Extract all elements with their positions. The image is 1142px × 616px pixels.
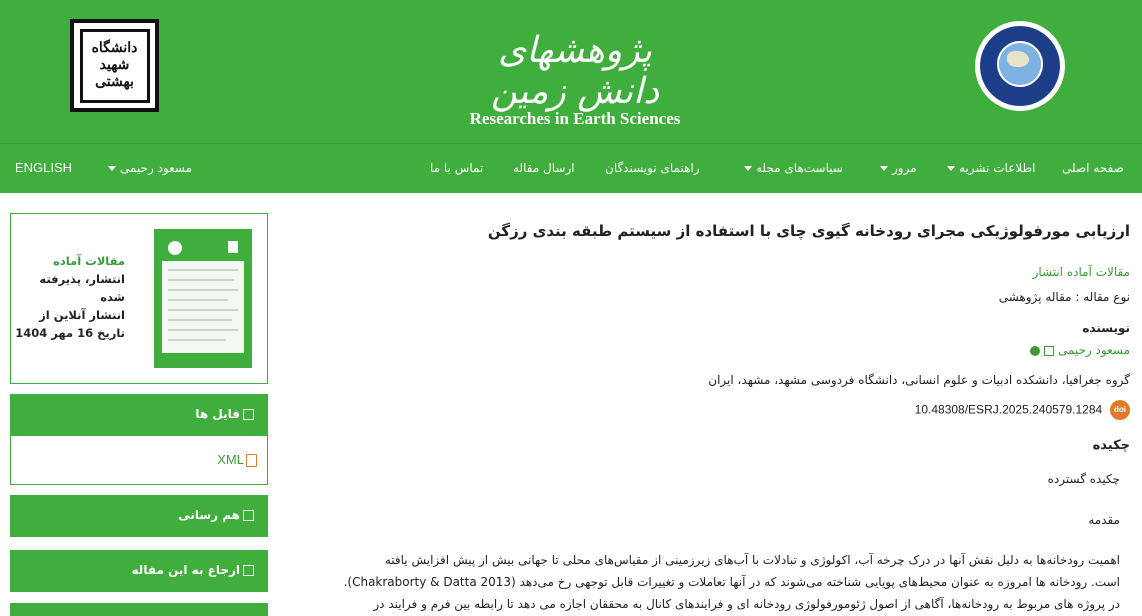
doi-link[interactable]: 10.48308/ESRJ.2025.240579.1284 bbox=[914, 402, 1103, 417]
journal-seal-icon[interactable] bbox=[975, 21, 1065, 111]
abstract-paragraph-line: اهمیت رودخانه‌ها به دلیل نقش آنها در درک چرخه آب، اکولوژی و تبادلات با آب‌های زیرزمینی از مقیاس‌های محلی تا جهانی بیش از پیش افزایش یافته bbox=[384, 553, 1120, 567]
author-label: نویسنده bbox=[1082, 321, 1130, 335]
files-box-header[interactable] bbox=[10, 394, 268, 436]
nav-user-label: مسعود رحیمی bbox=[120, 161, 193, 175]
nav-author-guide[interactable]: راهنمای نویسندگان bbox=[605, 161, 700, 175]
share-icon bbox=[243, 510, 254, 521]
abstract-paragraph-line: در پروژه های مربوط به رودخانه‌ها، آگاهی از اصول ژئومورفولوژی رودخانه ای و فرایندهای کانال به محققان اجازه می دهد تا رابطه بین فرم و فرایند در bbox=[373, 597, 1120, 611]
issue-status-title[interactable]: مقالات آماده bbox=[53, 254, 125, 268]
author-row bbox=[1030, 343, 1130, 357]
files-box-body bbox=[10, 435, 268, 485]
author-name[interactable]: مسعود رحیمی bbox=[1057, 343, 1130, 357]
file-icon bbox=[243, 409, 254, 420]
abstract-paragraph-line: است. رودخانه ها امروزه به عنوان محیط‌های پویایی شناخته می‌شوند که در آنها تعاملات و تغییرات قابل توجهی رخ می‌دهد (Chakraborty & Datta 2013). bbox=[343, 575, 1120, 589]
issue-status bbox=[15, 252, 125, 342]
cite-box-header[interactable] bbox=[10, 550, 268, 592]
doi-icon: doi bbox=[1110, 400, 1130, 420]
xml-download-link[interactable] bbox=[217, 452, 257, 467]
nav-submit[interactable]: ارسال مقاله bbox=[513, 161, 575, 175]
university-logo-line: بهشتی bbox=[95, 74, 134, 90]
site-header bbox=[0, 0, 1142, 143]
share-box-header[interactable] bbox=[10, 495, 268, 537]
university-logo-line: شهید bbox=[99, 57, 130, 73]
chevron-down-icon bbox=[880, 166, 888, 171]
author-affiliation: گروه جغرافیا، دانشکده ادبیات و علوم انسانی، دانشگاه فردوسی مشهد، مشهد، ایران bbox=[708, 373, 1130, 387]
issue-status-line: تاریخ 16 مهر 1404 bbox=[15, 326, 125, 340]
nav-policies-label: سیاست‌های مجله bbox=[756, 161, 843, 175]
journal-title-fa[interactable]: پژوهشهای دانش زمین bbox=[490, 30, 660, 112]
nav-info[interactable] bbox=[943, 161, 1035, 175]
cite-title: ارجاع به این مقاله bbox=[131, 563, 240, 577]
nav-policies[interactable] bbox=[740, 161, 843, 175]
nav-info-label: اطلاعات نشریه bbox=[959, 161, 1036, 175]
xml-label: XML bbox=[217, 452, 244, 467]
share-title: هم رسانی bbox=[178, 508, 240, 522]
email-icon[interactable] bbox=[1044, 346, 1054, 356]
nav-user-menu[interactable] bbox=[104, 161, 192, 175]
files-title: فایل ها bbox=[195, 407, 240, 421]
journal-cover-image[interactable] bbox=[154, 229, 252, 368]
journal-title-en[interactable]: Researches in Earth Sciences bbox=[469, 109, 681, 128]
article-type: نوع مقاله : مقاله پژوهشی bbox=[998, 290, 1130, 304]
abstract-subtitle: چکیده گسترده bbox=[1047, 472, 1120, 486]
issue-link[interactable]: مقالات آماده انتشار bbox=[1032, 265, 1130, 279]
xml-file-icon bbox=[246, 454, 257, 467]
issue-status-line: شده bbox=[100, 290, 125, 304]
nav-contact[interactable]: تماس با ما bbox=[430, 161, 484, 175]
issue-cover-panel bbox=[10, 213, 268, 384]
language-switch[interactable]: ENGLISH bbox=[15, 160, 73, 175]
nav-home[interactable]: صفحه اصلی bbox=[1062, 161, 1124, 175]
main-nav bbox=[0, 143, 1142, 193]
issue-status-line: انتشار آنلاین از bbox=[39, 308, 125, 322]
chevron-down-icon bbox=[108, 166, 116, 171]
university-logo-line: دانشگاه bbox=[91, 40, 138, 56]
article-title: ارزیابی مورفولوژیکی مجرای رودخانه گیوی چای با استفاده از سیستم طبقه بندی رزگن bbox=[487, 222, 1130, 240]
orcid-icon[interactable] bbox=[1030, 346, 1040, 356]
chevron-down-icon bbox=[947, 166, 955, 171]
nav-browse[interactable] bbox=[876, 161, 917, 175]
external-link-icon bbox=[243, 565, 254, 576]
chevron-down-icon bbox=[744, 166, 752, 171]
issue-status-line: انتشار، پذیرفته bbox=[39, 272, 125, 286]
abstract-heading: چکیده bbox=[1092, 438, 1130, 453]
doi-row bbox=[915, 400, 1130, 420]
university-logo[interactable] bbox=[70, 19, 159, 112]
intro-heading: مقدمه bbox=[1088, 513, 1120, 527]
nav-browse-label: مرور bbox=[892, 161, 917, 175]
